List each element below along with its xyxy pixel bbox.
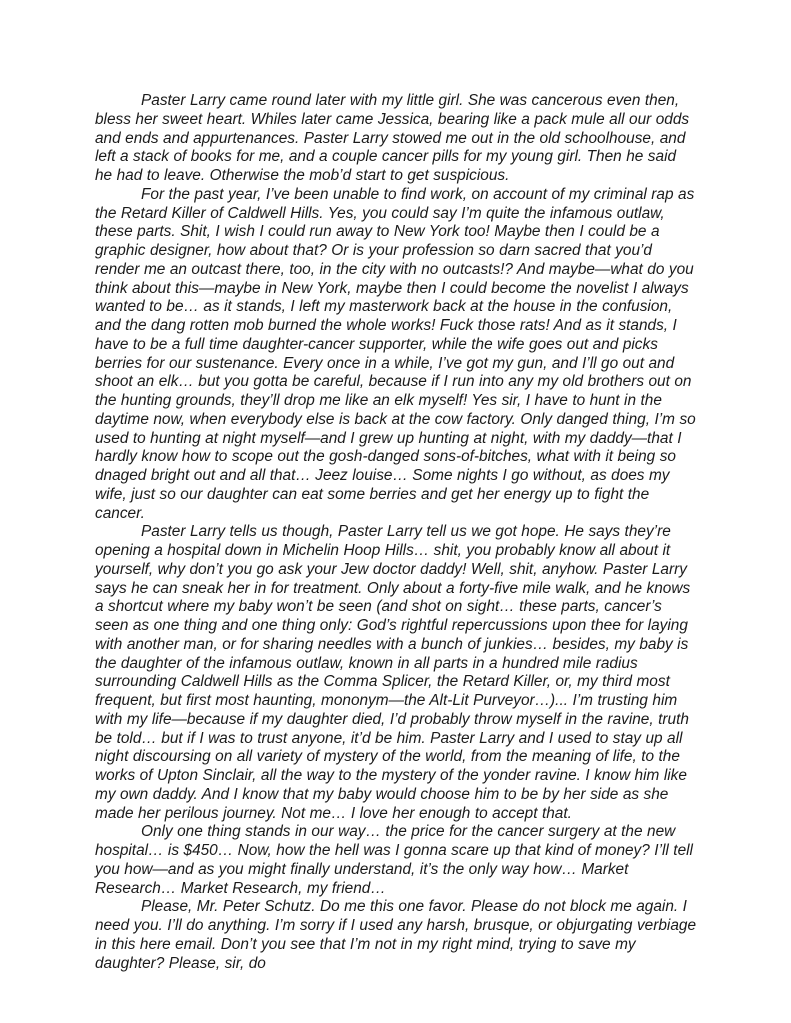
paragraph-3: Paster Larry tells us though, Paster Larry tell us we got hope. He says they’re opening a hospital down in Michelin Hoop Hills… shit, you probably know all about it yourself, why don’t you go ask your Jew doctor daddy! Well, shit, anyhow. Paster Larry says he can sneak her in for treatment. Only about a forty-five mile walk, and he knows a shortcut where my baby won’t be seen (and shot on sight… these parts, cancer’s seen as one thing and one thing only: God’s rightful repercussions upon thee for laying with another man, or for sharing needles with a bunch of junkies… besides, my baby is the daughter of the infamous outlaw, known in all parts in a hundred mile radius surrounding Caldwell Hills as the Comma Splicer, the Retard Killer, or, my third most frequent, but first most haunting, mononym—the Alt-Lit Purveyor…)... I’m trusting him with my life—because if my daughter died, I’d probably throw myself in the ravine, truth be told… but if I was to trust anyone, it’d be him. Paster Larry and I used to stay up all night discoursing on all variety of mystery of the world, from the meaning of life, to the works of Upton Sinclair, all the way to the mystery of the yonder ravine. I know him like my own daddy. And I know that my baby would choose him to be by her side as she made her perilous journey. Not me… I love her enough to accept that. <box>95 523 691 822</box>
paragraph-4: Only one thing stands in our way… the price for the cancer surgery at the new hospital… is $450… Now, how the hell was I gonna scare up that kind of money? I’ll tell you how—and as you might finally understand, it’s the only way how… Market Research… Market Research, my friend… <box>95 823 693 897</box>
paragraph-5: Please, Mr. Peter Schutz. Do me this one favor. Please do not block me again. I need you. I’ll do anything. I’m sorry if I used any harsh, brusque, or objurgating verbiage in this here email. Don’t you see that I’m not in my right mind, trying to save my daughter? Please, sir, do <box>95 898 697 972</box>
document-body <box>95 92 697 973</box>
paragraph-2: For the past year, I’ve been unable to find work, on account of my criminal rap as the Retard Killer of Caldwell Hills. Yes, you could say I’m quite the infamous outlaw, these parts. Shit, I wish I could run away to New York too! Maybe then I could be a graphic designer, how about that? Or is your profession so darn sacred that you’d render me an outcast there, too, in the city with no outcasts!? And maybe—what do you think about this—maybe in New York, maybe then I could become the novelist I always wanted to be… as it stands, I left my masterwork back at the house in the confusion, and the dang rotten mob burned the whole works! Fuck those rats! And as it stands, I have to be a full time daughter-cancer supporter, while the wife goes out and picks berries for our sustenance. Every once in a while, I’ve got my gun, and I’ll go out and shoot an elk… but you gotta be careful, because if I run into any my old brothers out on the hunting grounds, they’ll drop me like an elk myself! Yes sir, I have to hunt in the daytime now, when everybody else is back at the cow factory. Only danged thing, I’m so used to hunting at night myself—and I grew up hunting at night, with my daddy—that I hardly know how to scope out the gosh-danged sons-of-bitches, what with it being so dnaged bright out and all that… Jeez louise… Some nights I go without, as does my wife, just so our daughter can eat some berries and get her energy up to fight the cancer. <box>95 185 696 522</box>
paragraph-1: Paster Larry came round later with my little girl. She was cancerous even then, bless her sweet heart. Whiles later came Jessica, bearing like a pack mule all our odds and ends and appurtenances. Paster Larry stowed me out in the old schoolhouse, and left a stack of books for me, and a couple cancer pills for my young girl. Then he said he had to leave. Otherwise the mob’d start to get suspicious. <box>95 92 690 184</box>
